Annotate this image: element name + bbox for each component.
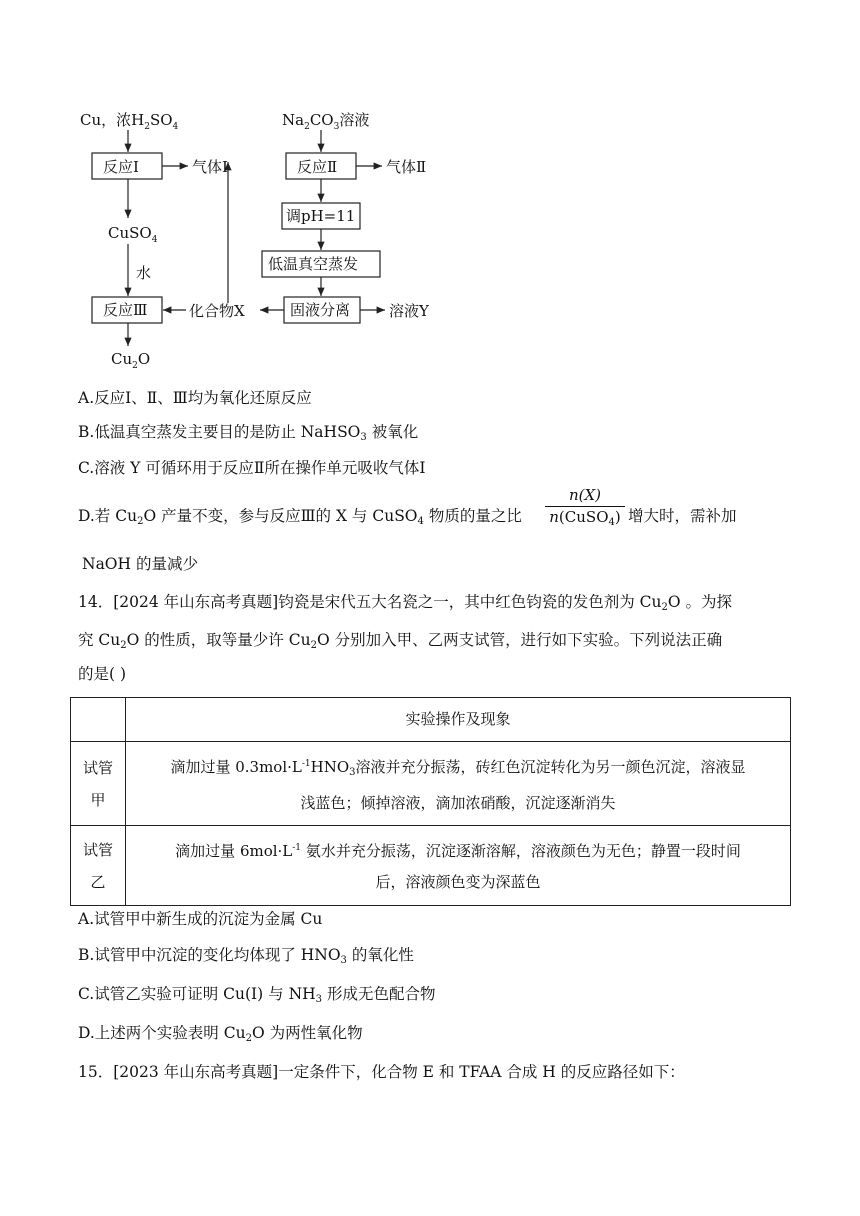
- q13-ratio-fraction: [545, 486, 625, 528]
- table-row: [71, 698, 791, 742]
- q14-option-b: B.试管甲中沉淀的变化均体现了 $HNO_3$ 的氧化性: [78, 946, 414, 966]
- fraction-numerator: n(X): [568, 486, 602, 504]
- q13-option-b: B.低温真空蒸发主要目的是防止 NaHSO$_3$ 被氧化: [78, 423, 419, 443]
- label-reaction-2: 反应Ⅱ: [297, 158, 338, 176]
- q13-option-d-tail: 增大时，需补加: [628, 507, 737, 525]
- q15-stem: 15．[2023 年山东高考真题]一定条件下，化合物 E 和 TFAA 合成 H 的反应路径如下：: [78, 1063, 685, 1081]
- q13-option-d: D.若 $Cu_2O$ 产量不变，参与反应Ⅲ的 X 与 CuSO$_4$ 物质的量之比: [78, 507, 522, 527]
- label-separation: 固液分离: [290, 301, 351, 319]
- label-cuso4: CuSO$_4$: [108, 224, 158, 245]
- q13-option-d-line2: NaOH 的量减少: [82, 555, 198, 573]
- table-header: 实验操作及现象: [126, 698, 791, 742]
- label-water: 水: [136, 264, 152, 282]
- label-reaction-3: 反应Ⅲ: [103, 301, 148, 319]
- q14-option-a: A.试管甲中新生成的沉淀为金属 Cu: [78, 910, 323, 928]
- label-gas-2: 气体Ⅱ: [386, 158, 427, 176]
- label-cu2o: $Cu_2O$: [111, 350, 151, 371]
- reagent-cu-label: Cu，浓$H_2SO_4$: [80, 111, 179, 132]
- label-compound-x: 化合物X: [189, 302, 245, 320]
- q14-option-c: C.试管乙实验可证明 Cu(I) 与 $NH_3$ 形成无色配合物: [78, 985, 436, 1005]
- q14-option-d: D.上述两个实验表明 $Cu_2O$ 为两性氧化物: [78, 1024, 363, 1044]
- experiment-table: [70, 697, 791, 906]
- row-content-tube-b: 滴加过量 $6mol\cdot L^{-1}$ 氨水并充分振荡，沉淀逐渐溶解，溶液颜色为无色；静置一段时间 后，溶液颜色变为深蓝色: [126, 826, 791, 906]
- flow-diagram: [70, 100, 470, 380]
- q13-option-a: A.反应Ⅰ、Ⅱ、Ⅲ均为氧化还原反应: [78, 389, 312, 407]
- q14-stem-line2: 究 $Cu_2O$ 的性质，取等量少许 $Cu_2O$ 分别加入甲、乙两支试管，进行如下实验。下列说法正确: [78, 631, 723, 651]
- label-gas-1: 气体Ⅰ: [192, 158, 228, 176]
- table-row: [71, 742, 791, 826]
- reagent-na2co3-label: $Na_2CO_3$溶液: [282, 111, 370, 132]
- q13-option-c: C.溶液 Y 可循环用于反应Ⅱ所在操作单元吸收气体Ⅰ: [78, 459, 426, 477]
- q14-stem-line1: 14．[2024 年山东高考真题]钧瓷是宋代五大名瓷之一，其中红色钧瓷的发色剂为 $Cu_2O$ 。为探: [78, 593, 732, 613]
- row-label-tube-a: 试管 甲: [71, 742, 126, 826]
- label-adjust-ph: 调pH=11: [286, 207, 356, 225]
- q14-stem-line3: 的是( ): [78, 665, 127, 683]
- row-content-tube-a: 滴加过量 $0.3mol\cdot L^{-1}HNO_3$溶液并充分振荡，砖红色沉淀转化为另一颜色沉淀，溶液显 浅蓝色；倾掉溶液，滴加浓硝酸，沉淀逐渐消失: [126, 742, 791, 826]
- row-label-tube-b: 试管 乙: [71, 826, 126, 906]
- table-row: [71, 826, 791, 906]
- fraction-denominator: n(CuSO$_4$): [545, 506, 625, 528]
- label-reaction-1: 反应Ⅰ: [103, 158, 139, 176]
- label-solution-y: 溶液Y: [389, 302, 429, 320]
- label-evaporation: 低温真空蒸发: [268, 255, 359, 273]
